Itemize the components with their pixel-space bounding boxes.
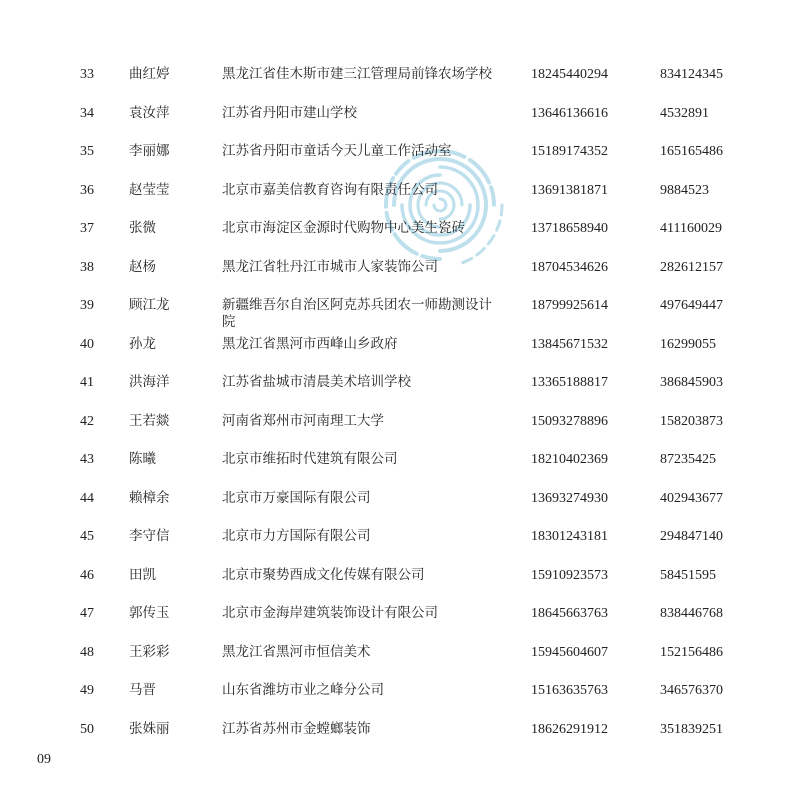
organization: 北京市力方国际有限公司 bbox=[222, 528, 371, 544]
phone-number: 13718658940 bbox=[531, 221, 608, 236]
phone-number: 13693274930 bbox=[531, 490, 608, 506]
table-row bbox=[0, 524, 800, 563]
row-number: 37 bbox=[80, 221, 94, 236]
id-code: 9884523 bbox=[660, 182, 709, 198]
row-number: 45 bbox=[80, 529, 94, 544]
person-name: 张姝丽 bbox=[129, 720, 170, 737]
organization: 河南省郑州市河南理工大学 bbox=[222, 412, 384, 429]
organization: 北京市嘉美信教育咨询有限责任公司 bbox=[222, 181, 438, 198]
phone-number: 15945604607 bbox=[531, 644, 608, 660]
id-code: 294847140 bbox=[660, 529, 723, 544]
organization: 黑龙江省牡丹江市城市人家装饰公司 bbox=[222, 258, 438, 275]
person-name: 顾江龙 bbox=[129, 297, 170, 313]
row-number: 47 bbox=[80, 606, 94, 621]
table-row bbox=[0, 101, 800, 140]
person-name: 赵杨 bbox=[129, 258, 156, 275]
id-code: 411160029 bbox=[660, 221, 722, 236]
row-number: 42 bbox=[80, 413, 94, 429]
phone-number: 13365188817 bbox=[531, 375, 608, 390]
organization: 北京市聚势酉成文化传媒有限公司 bbox=[222, 566, 425, 583]
phone-number: 18210402369 bbox=[531, 452, 608, 467]
table-row bbox=[0, 678, 800, 717]
table-row bbox=[0, 370, 800, 409]
row-number: 44 bbox=[80, 490, 94, 506]
phone-number: 18301243181 bbox=[531, 529, 608, 544]
organization: 北京市维拓时代建筑有限公司 bbox=[222, 451, 398, 467]
id-code: 165165486 bbox=[660, 144, 723, 159]
person-name: 郭传玉 bbox=[129, 605, 170, 621]
phone-number: 18645663763 bbox=[531, 606, 608, 621]
phone-number: 18626291912 bbox=[531, 721, 608, 737]
phone-number: 18799925614 bbox=[531, 298, 608, 313]
table-row bbox=[0, 216, 800, 255]
phone-number: 18704534626 bbox=[531, 259, 608, 275]
id-code: 402943677 bbox=[660, 490, 723, 506]
phone-number: 15093278896 bbox=[531, 413, 608, 429]
table-row bbox=[0, 563, 800, 602]
id-code: 386845903 bbox=[660, 375, 723, 390]
person-name: 曲红婷 bbox=[129, 66, 170, 82]
organization: 北京市海淀区金源时代购物中心美生瓷砖 bbox=[222, 220, 465, 236]
organization: 北京市万豪国际有限公司 bbox=[222, 489, 371, 506]
organization: 黑龙江省黑河市恒信美术 bbox=[222, 643, 371, 660]
row-number: 40 bbox=[80, 336, 94, 352]
organization: 黑龙江省佳木斯市建三江管理局前锋农场学校 bbox=[222, 66, 492, 82]
organization: 江苏省盐城市清晨美术培训学校 bbox=[222, 374, 411, 390]
id-code: 497649447 bbox=[660, 298, 723, 313]
person-name: 李丽娜 bbox=[129, 143, 170, 159]
organization: 江苏省丹阳市建山学校 bbox=[222, 104, 357, 121]
table-row bbox=[0, 447, 800, 486]
row-number: 50 bbox=[80, 721, 94, 737]
row-number: 49 bbox=[80, 683, 94, 698]
id-code: 87235425 bbox=[660, 452, 716, 467]
row-number: 41 bbox=[80, 375, 94, 390]
person-name: 袁汝萍 bbox=[129, 104, 170, 121]
table-row bbox=[0, 293, 800, 332]
organization: 江苏省丹阳市童话今天儿童工作活动室 bbox=[222, 143, 452, 159]
id-code: 58451595 bbox=[660, 567, 716, 583]
person-name: 张微 bbox=[129, 220, 156, 236]
id-code: 838446768 bbox=[660, 606, 723, 621]
table-row bbox=[0, 62, 800, 101]
member-table bbox=[0, 62, 800, 755]
phone-number: 13691381871 bbox=[531, 182, 608, 198]
row-number: 38 bbox=[80, 259, 94, 275]
organization: 黑龙江省黑河市西峰山乡政府 bbox=[222, 335, 398, 352]
table-row bbox=[0, 139, 800, 178]
id-code: 16299055 bbox=[660, 336, 716, 352]
row-number: 33 bbox=[80, 67, 94, 82]
person-name: 田凯 bbox=[129, 566, 156, 583]
id-code: 346576370 bbox=[660, 683, 723, 698]
row-number: 43 bbox=[80, 452, 94, 467]
person-name: 马晋 bbox=[129, 682, 156, 698]
id-code: 152156486 bbox=[660, 644, 723, 660]
phone-number: 13845671532 bbox=[531, 336, 608, 352]
person-name: 陈曦 bbox=[129, 451, 156, 467]
table-row bbox=[0, 640, 800, 679]
organization: 山东省潍坊市业之峰分公司 bbox=[222, 682, 384, 698]
phone-number: 15163635763 bbox=[531, 683, 608, 698]
id-code: 351839251 bbox=[660, 721, 723, 737]
table-row bbox=[0, 255, 800, 294]
row-number: 35 bbox=[80, 144, 94, 159]
row-number: 46 bbox=[80, 567, 94, 583]
phone-number: 15189174352 bbox=[531, 144, 608, 159]
id-code: 158203873 bbox=[660, 413, 723, 429]
row-number: 39 bbox=[80, 298, 94, 313]
person-name: 孙龙 bbox=[129, 335, 156, 352]
table-row bbox=[0, 178, 800, 217]
person-name: 赖樟余 bbox=[129, 489, 170, 506]
person-name: 王彩彩 bbox=[129, 643, 170, 660]
phone-number: 18245440294 bbox=[531, 67, 608, 82]
table-row bbox=[0, 332, 800, 371]
id-code: 282612157 bbox=[660, 259, 723, 275]
organization: 江苏省苏州市金螳螂装饰 bbox=[222, 720, 371, 737]
table-row bbox=[0, 486, 800, 525]
id-code: 4532891 bbox=[660, 105, 709, 121]
phone-number: 13646136616 bbox=[531, 105, 608, 121]
person-name: 王若燚 bbox=[129, 412, 170, 429]
table-row bbox=[0, 409, 800, 448]
person-name: 赵莹莹 bbox=[129, 181, 170, 198]
person-name: 洪海洋 bbox=[129, 374, 170, 390]
organization: 新疆维吾尔自治区阿克苏兵团农一师勘测设计院 bbox=[222, 297, 492, 330]
person-name: 李守信 bbox=[129, 528, 170, 544]
table-row bbox=[0, 601, 800, 640]
phone-number: 15910923573 bbox=[531, 567, 608, 583]
organization: 北京市金海岸建筑装饰设计有限公司 bbox=[222, 605, 438, 621]
table-row bbox=[0, 717, 800, 756]
page-number: 09 bbox=[37, 752, 51, 767]
row-number: 36 bbox=[80, 182, 94, 198]
id-code: 834124345 bbox=[660, 67, 723, 82]
row-number: 48 bbox=[80, 644, 94, 660]
row-number: 34 bbox=[80, 105, 94, 121]
